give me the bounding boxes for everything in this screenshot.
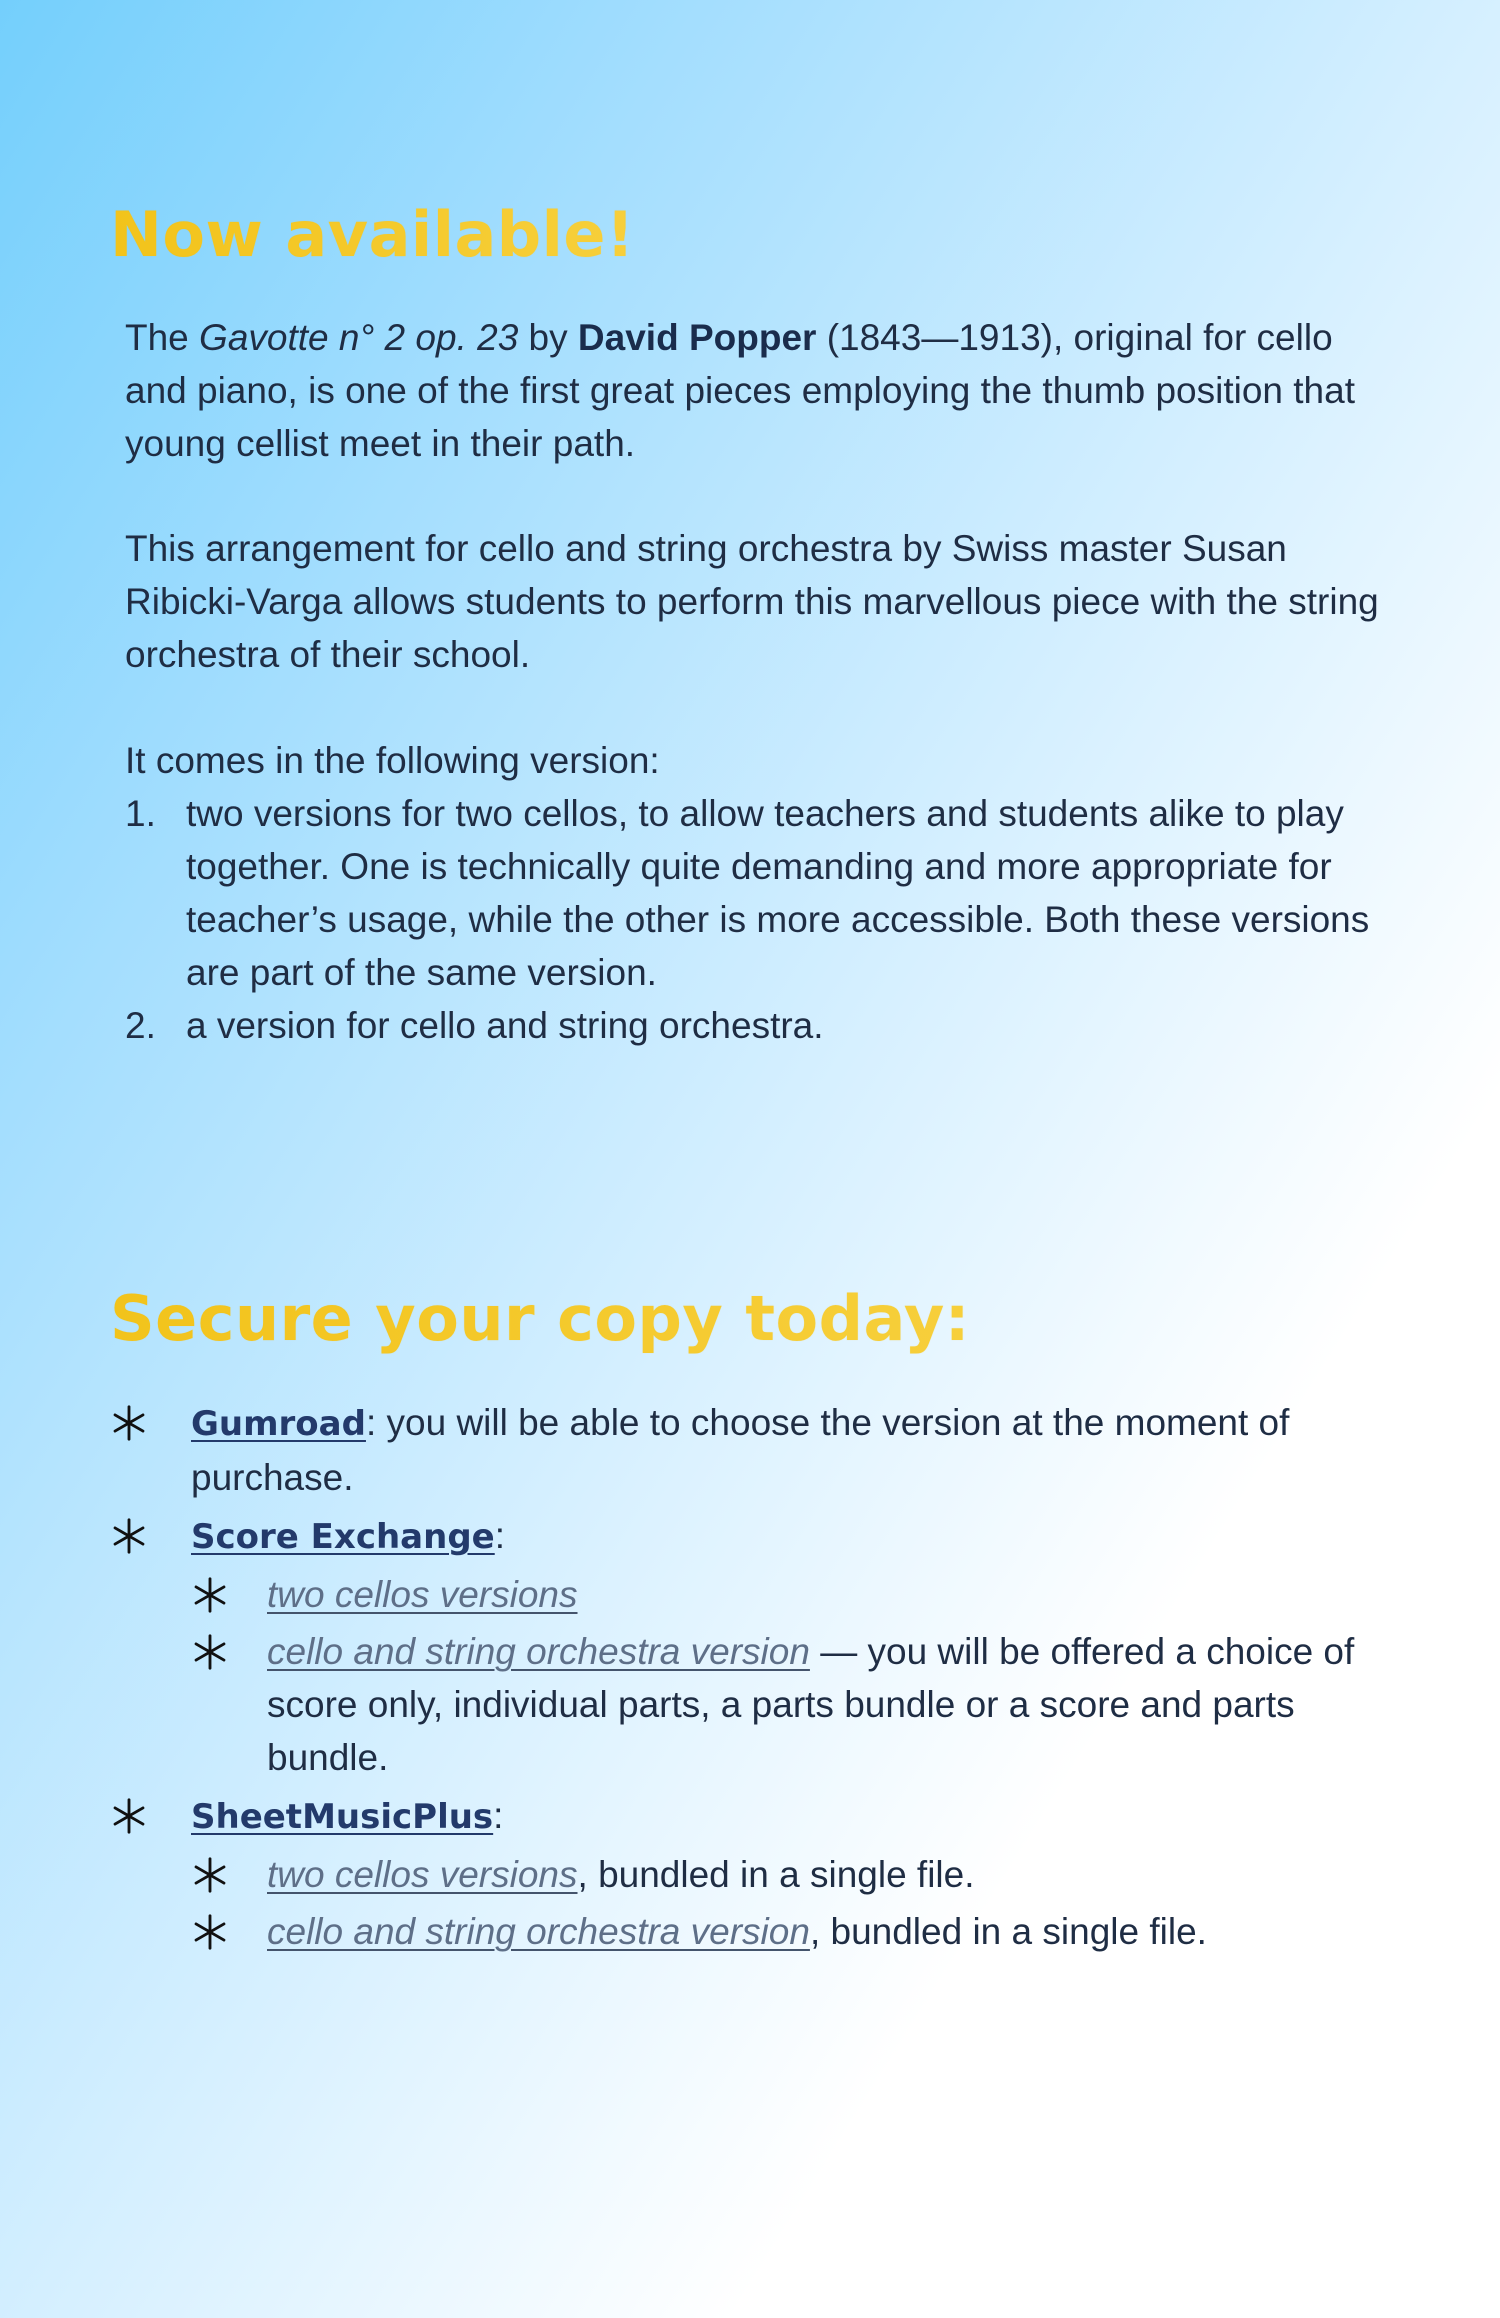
- sheetmusicplus-orchestra-link[interactable]: cello and string orchestra version: [267, 1911, 810, 1952]
- score-exchange-link[interactable]: Score Exchange: [191, 1517, 495, 1557]
- sub-item-text: — you will be offered a choice of score only, individual parts, a parts bundle or a score and parts bundle.: [267, 1631, 1355, 1778]
- sub-item-text: , bundled in a single file.: [809, 1911, 1207, 1952]
- version-text: a version for cello and string orchestra.: [186, 1005, 824, 1046]
- six-point-star-icon: [191, 1568, 233, 1621]
- store-item-sheetmusicplus: [110, 1789, 1410, 1958]
- versions-intro: It comes in the following version:: [125, 740, 660, 781]
- composer-name: David Popper: [577, 317, 817, 358]
- intro-text-1: The: [125, 317, 200, 358]
- list-item: [191, 1848, 1410, 1901]
- store-item-gumroad: [110, 1396, 1410, 1504]
- gumroad-description: : you will be able to choose the version at the moment of purchase.: [191, 1402, 1290, 1498]
- score-exchange-two-cellos-link[interactable]: two cellos versions: [267, 1574, 578, 1615]
- six-point-star-icon: [191, 1848, 233, 1901]
- sheetmusicplus-link[interactable]: SheetMusicPlus: [191, 1797, 494, 1837]
- list-item: [125, 787, 1415, 999]
- gumroad-link[interactable]: Gumroad: [191, 1404, 366, 1444]
- intro-text-3: (1843—1913), original for cello and piano, is one of the first great pieces employing the thumb position that young cellist meet in their path.: [125, 317, 1355, 464]
- score-exchange-colon: :: [494, 1515, 506, 1556]
- store-item-score-exchange: [110, 1509, 1410, 1784]
- six-point-star-icon: [191, 1625, 233, 1678]
- six-point-star-icon: [191, 1905, 233, 1958]
- list-item: [191, 1905, 1410, 1958]
- six-point-star-icon: [110, 1509, 152, 1562]
- score-exchange-sublist: [191, 1568, 1410, 1784]
- sheetmusicplus-sublist: [191, 1848, 1410, 1958]
- six-point-star-icon: [110, 1396, 152, 1449]
- sheetmusicplus-two-cellos-link[interactable]: two cellos versions: [267, 1854, 578, 1895]
- score-exchange-orchestra-link[interactable]: cello and string orchestra version: [267, 1631, 810, 1672]
- sheetmusicplus-colon: :: [493, 1795, 504, 1836]
- version-text: two versions for two cellos, to allow teachers and students alike to play together. One is technically quite demanding and more appropriate for teacher’s usage, while the other is more accessible. Both these versions are part of the same version.: [186, 793, 1370, 993]
- piece-title: Gavotte n° 2 op. 23: [199, 317, 519, 358]
- list-number: 2.: [125, 1005, 156, 1046]
- list-item: [191, 1568, 1410, 1621]
- secure-copy-heading: Secure your copy today:: [110, 1282, 971, 1355]
- sub-item-text: , bundled in a single file.: [577, 1854, 975, 1895]
- intro-text-2: by: [518, 317, 578, 358]
- store-list: [110, 1396, 1410, 1963]
- arrangement-paragraph: This arrangement for cello and string orchestra by Swiss master Susan Ribicki-Varga allows students to perform this marvellous piece with the string orchestra of their school.: [125, 528, 1379, 675]
- six-point-star-icon: [110, 1789, 152, 1842]
- list-item: [125, 999, 1415, 1052]
- intro-paragraph: [125, 311, 1395, 470]
- list-item: [191, 1625, 1410, 1784]
- list-number: 1.: [125, 793, 156, 834]
- versions-list: [125, 787, 1415, 1052]
- now-available-heading: Now available!: [110, 198, 635, 271]
